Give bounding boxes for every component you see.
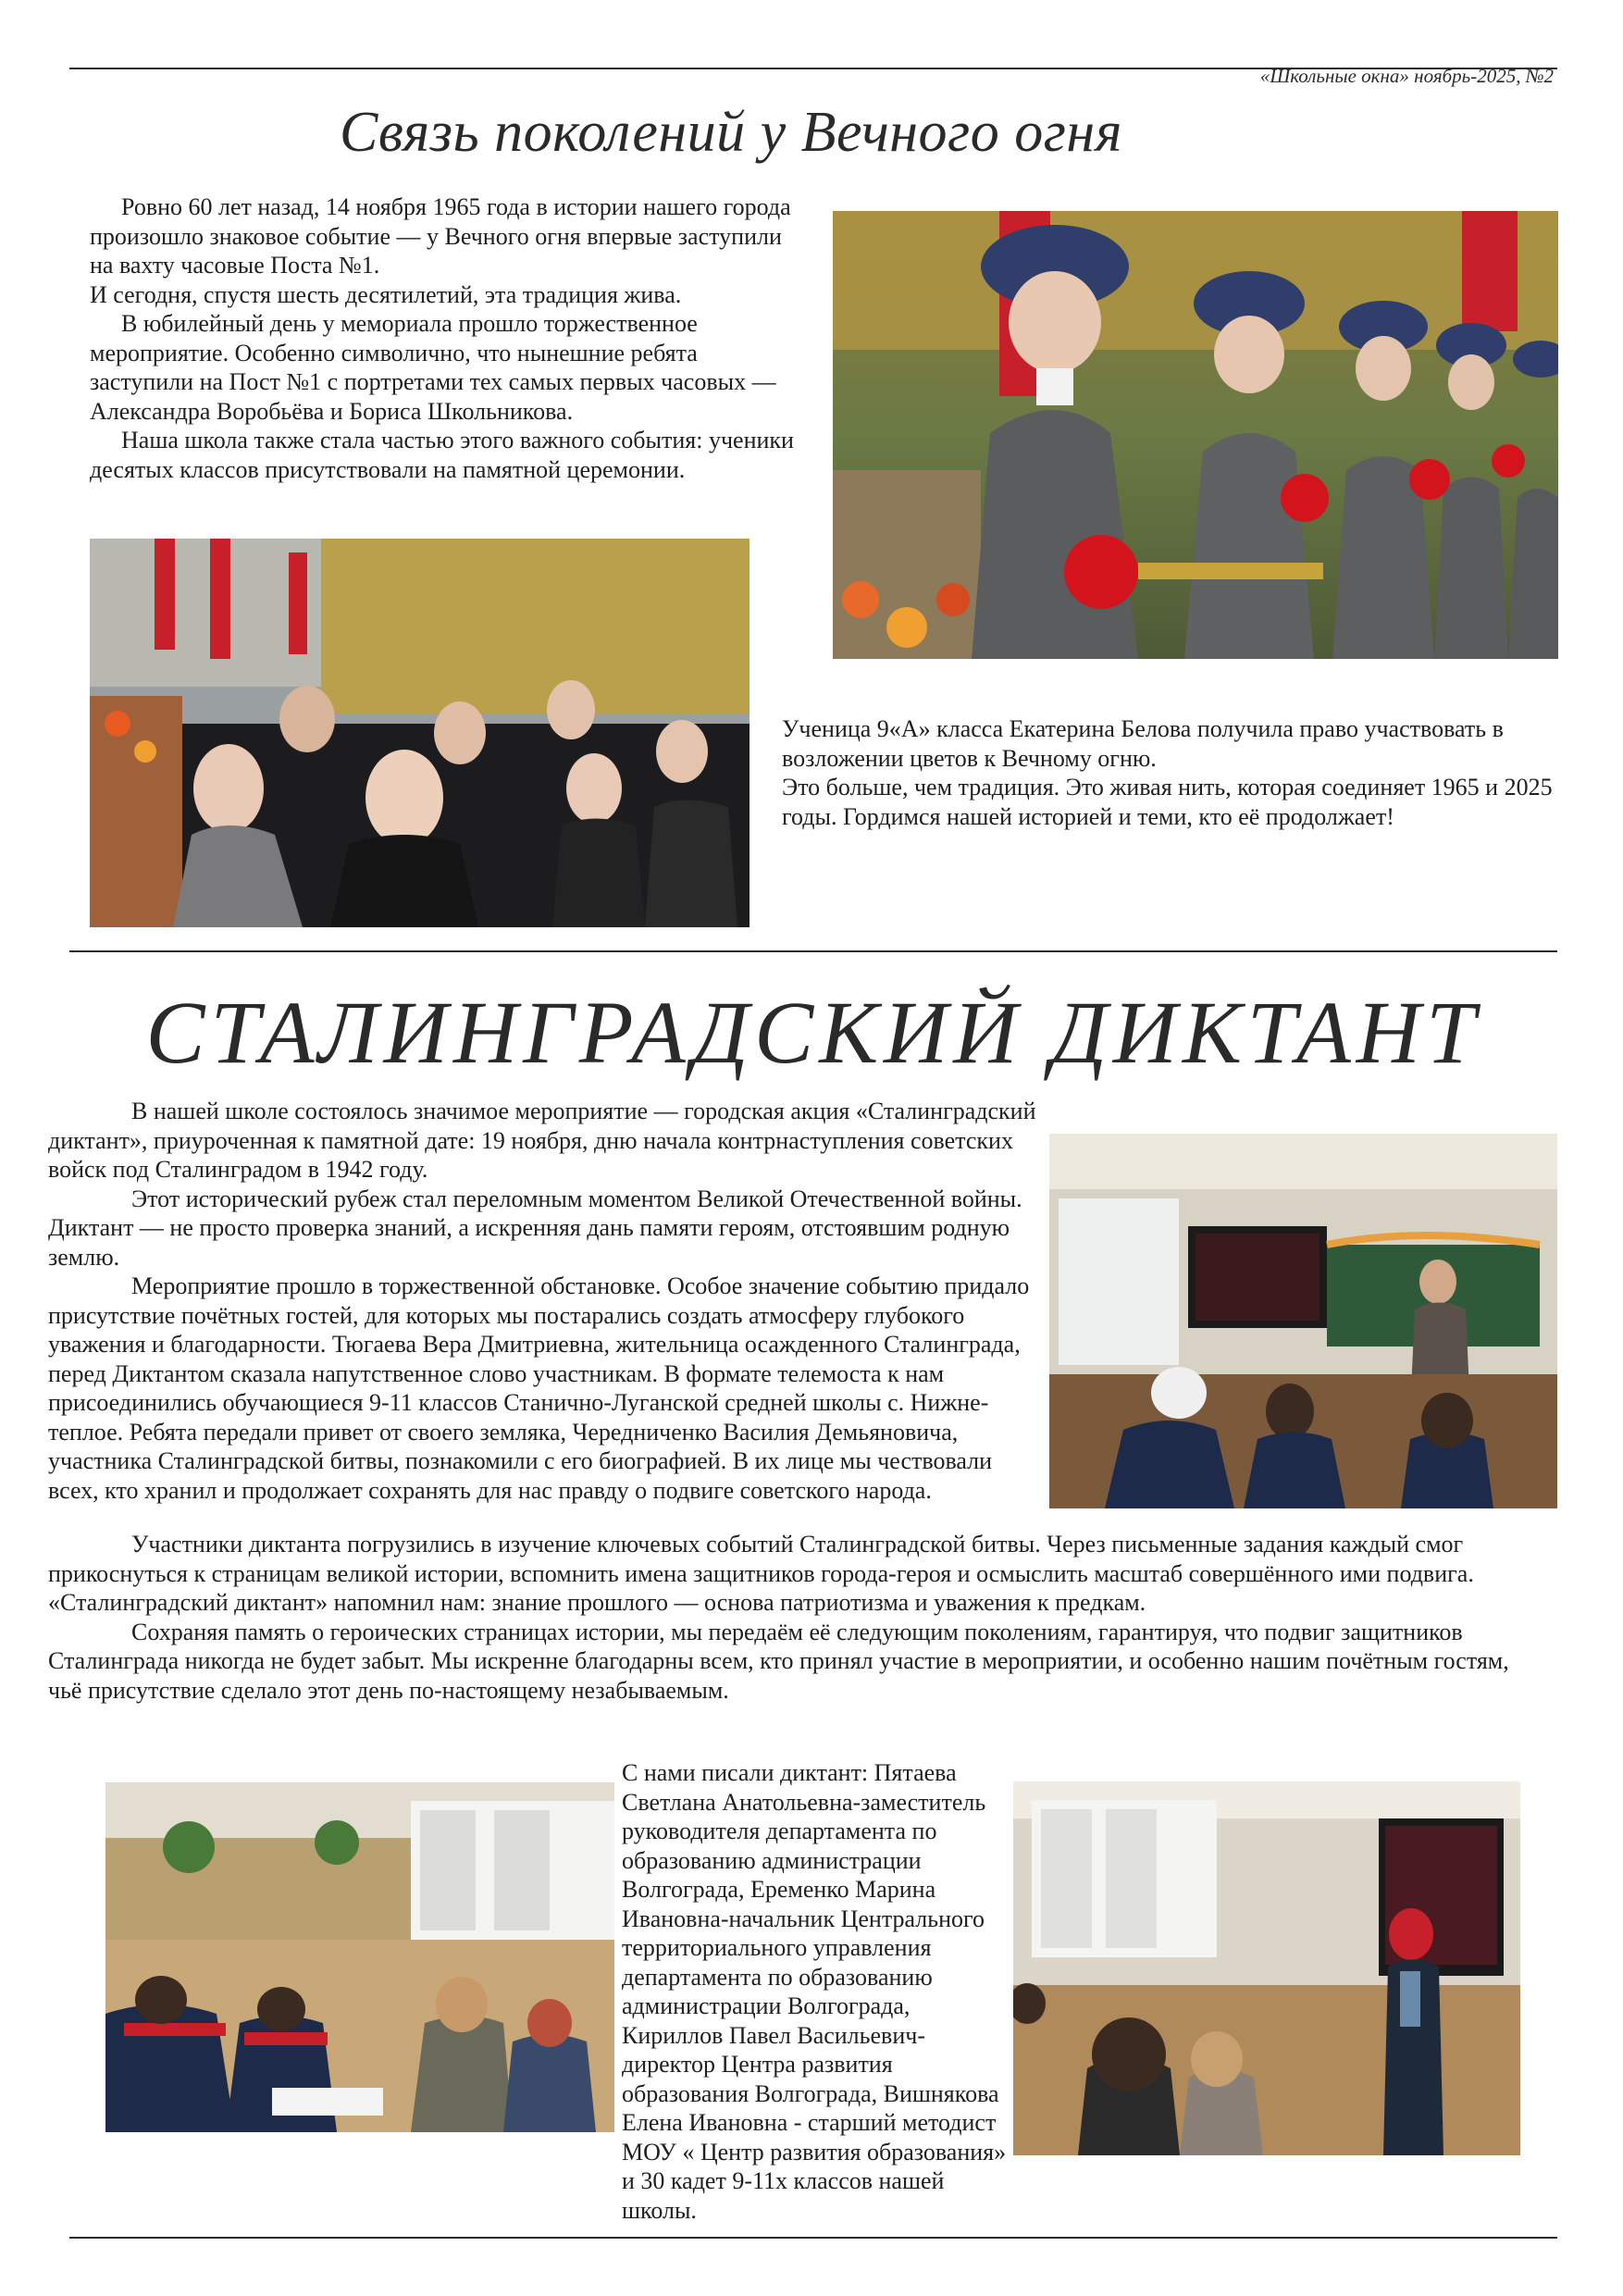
caption-line: Это больше, чем традиция. Это живая нить, которая соединяет 1965 и 2025 годы. Гордимся нашей историей и теми, кто её продолжает!: [782, 774, 1553, 830]
article2-paragraph: «Сталинградский диктант» напомнил нам: знание прошлого — основа патриотизма и уважения к предкам.: [48, 1589, 1146, 1616]
photo-honor-guard: [833, 211, 1558, 659]
photo-classroom-teleconference: [1049, 1134, 1557, 1508]
article2-paragraph: Сохраняя память о героических страницах истории, мы передаём её следующим поколениям, гарантируя, что подвиг защитников Сталинграда никогда не будет забыт. Мы искренне благодарны всем, кто принял участие в мероприятии, и особенно нашим почётным гостям, чьё присутствие сделало этот день по-настоящему незабываемым.: [48, 1618, 1509, 1704]
issue-header: «Школьные окна» ноябрь-2025, №2: [1259, 65, 1554, 87]
article1-title: Связь поколений у Вечного огня: [339, 101, 1122, 164]
article2-paragraph: Мероприятие прошло в торжественной обстановке. Особое значение событию придало присутствие почётных гостей, для которых мы постарались создать атмосферу глубокого уважения и благодарности. Тюгаева Вера Дмитриевна, жительница осажденного Сталинграда, перед Диктантом сказала напутственное слово участникам. В формате телемоста к нам присоединились обучающиеся 9-11 классов Станично-Луганской средней школы с. Нижне-теплое. Ребята передали привет от своего земляка, Чередниченко Василия Демьяновича, участника Сталинградской битвы, познакомили с его биографией. В их лице мы чествовали всех, кто хранил и продолжает сохранять для нас правду о подвиге советского народа.: [48, 1272, 1030, 1504]
article1-photo-caption: [782, 714, 1559, 831]
bottom-rule: [69, 2237, 1557, 2239]
photo-dictation-class: [105, 1782, 614, 2132]
article2-title: СТАЛИНГРАДСКИЙ ДИКТАНТ: [145, 983, 1481, 1082]
photo-guest-speaker: [1013, 1781, 1520, 2155]
article2-paragraph: В нашей школе состоялось значимое мероприятие — городская акция «Сталинградский диктант», приуроченная к памятной дате: 19 ноября, дню начала контрнаступления советских войск под Сталинградом в 1942 году.: [48, 1098, 1036, 1183]
article2-body-full: [48, 1530, 1512, 1705]
article1-paragraph: Наша школа также стала частью этого важного события: ученики десятых классов присутствовали на памятной церемонии.: [90, 427, 794, 483]
section-rule: [69, 950, 1557, 952]
article2-paragraph: Этот исторический рубеж стал переломным моментом Великой Отечественной войны. Диктант — не просто проверка знаний, а искренняя дань памяти героям, отстоявшим родную землю.: [48, 1185, 1022, 1271]
guests-text: С нами писали диктант: Пятаева Светлана Анатольевна-заместитель руководителя департамента по образованию администрации Волгограда, Еременко Марина Ивановна-начальник Центрального территориального управления департамента по образованию администрации Волгограда, Кириллов Павел Васильевич-директор Центра развития образования Волгограда, Вишнякова Елена Ивановна - старший методист МОУ « Центр развития образования» и 30 кадет 9-11х классов нашей школы.: [622, 1759, 1007, 2224]
article1-paragraph: И сегодня, спустя шесть десятилетий, эта традиция жива.: [90, 280, 682, 308]
article2-paragraph: Участники диктанта погрузились в изучение ключевых событий Сталинградской битвы. Через письменные задания каждый смог прикоснуться к страницам великой истории, вспомнить имена защитников города-героя и осмыслить масштаб совершённого ими подвига.: [48, 1531, 1474, 1587]
article1-paragraph: В юбилейный день у мемориала прошло торжественное мероприятие. Особенно символично, что нынешние ребята заступили на Пост №1 с портретами тех самых первых часовых — Александра Воробьёва и Бориса Школьникова.: [90, 310, 776, 425]
article1-body: [90, 192, 798, 484]
caption-line: Ученица 9«А» класса Екатерина Белова получила право участвовать в возложении цветов к Вечному огню.: [782, 715, 1504, 772]
photo-students-memorial: [90, 539, 750, 927]
article1-paragraph: Ровно 60 лет назад, 14 ноября 1965 года в истории нашего города произошло знаковое событие — у Вечного огня впервые заступили на вахту часовые Поста №1.: [90, 193, 791, 279]
article2-body-wrapped: [48, 1097, 1047, 1505]
